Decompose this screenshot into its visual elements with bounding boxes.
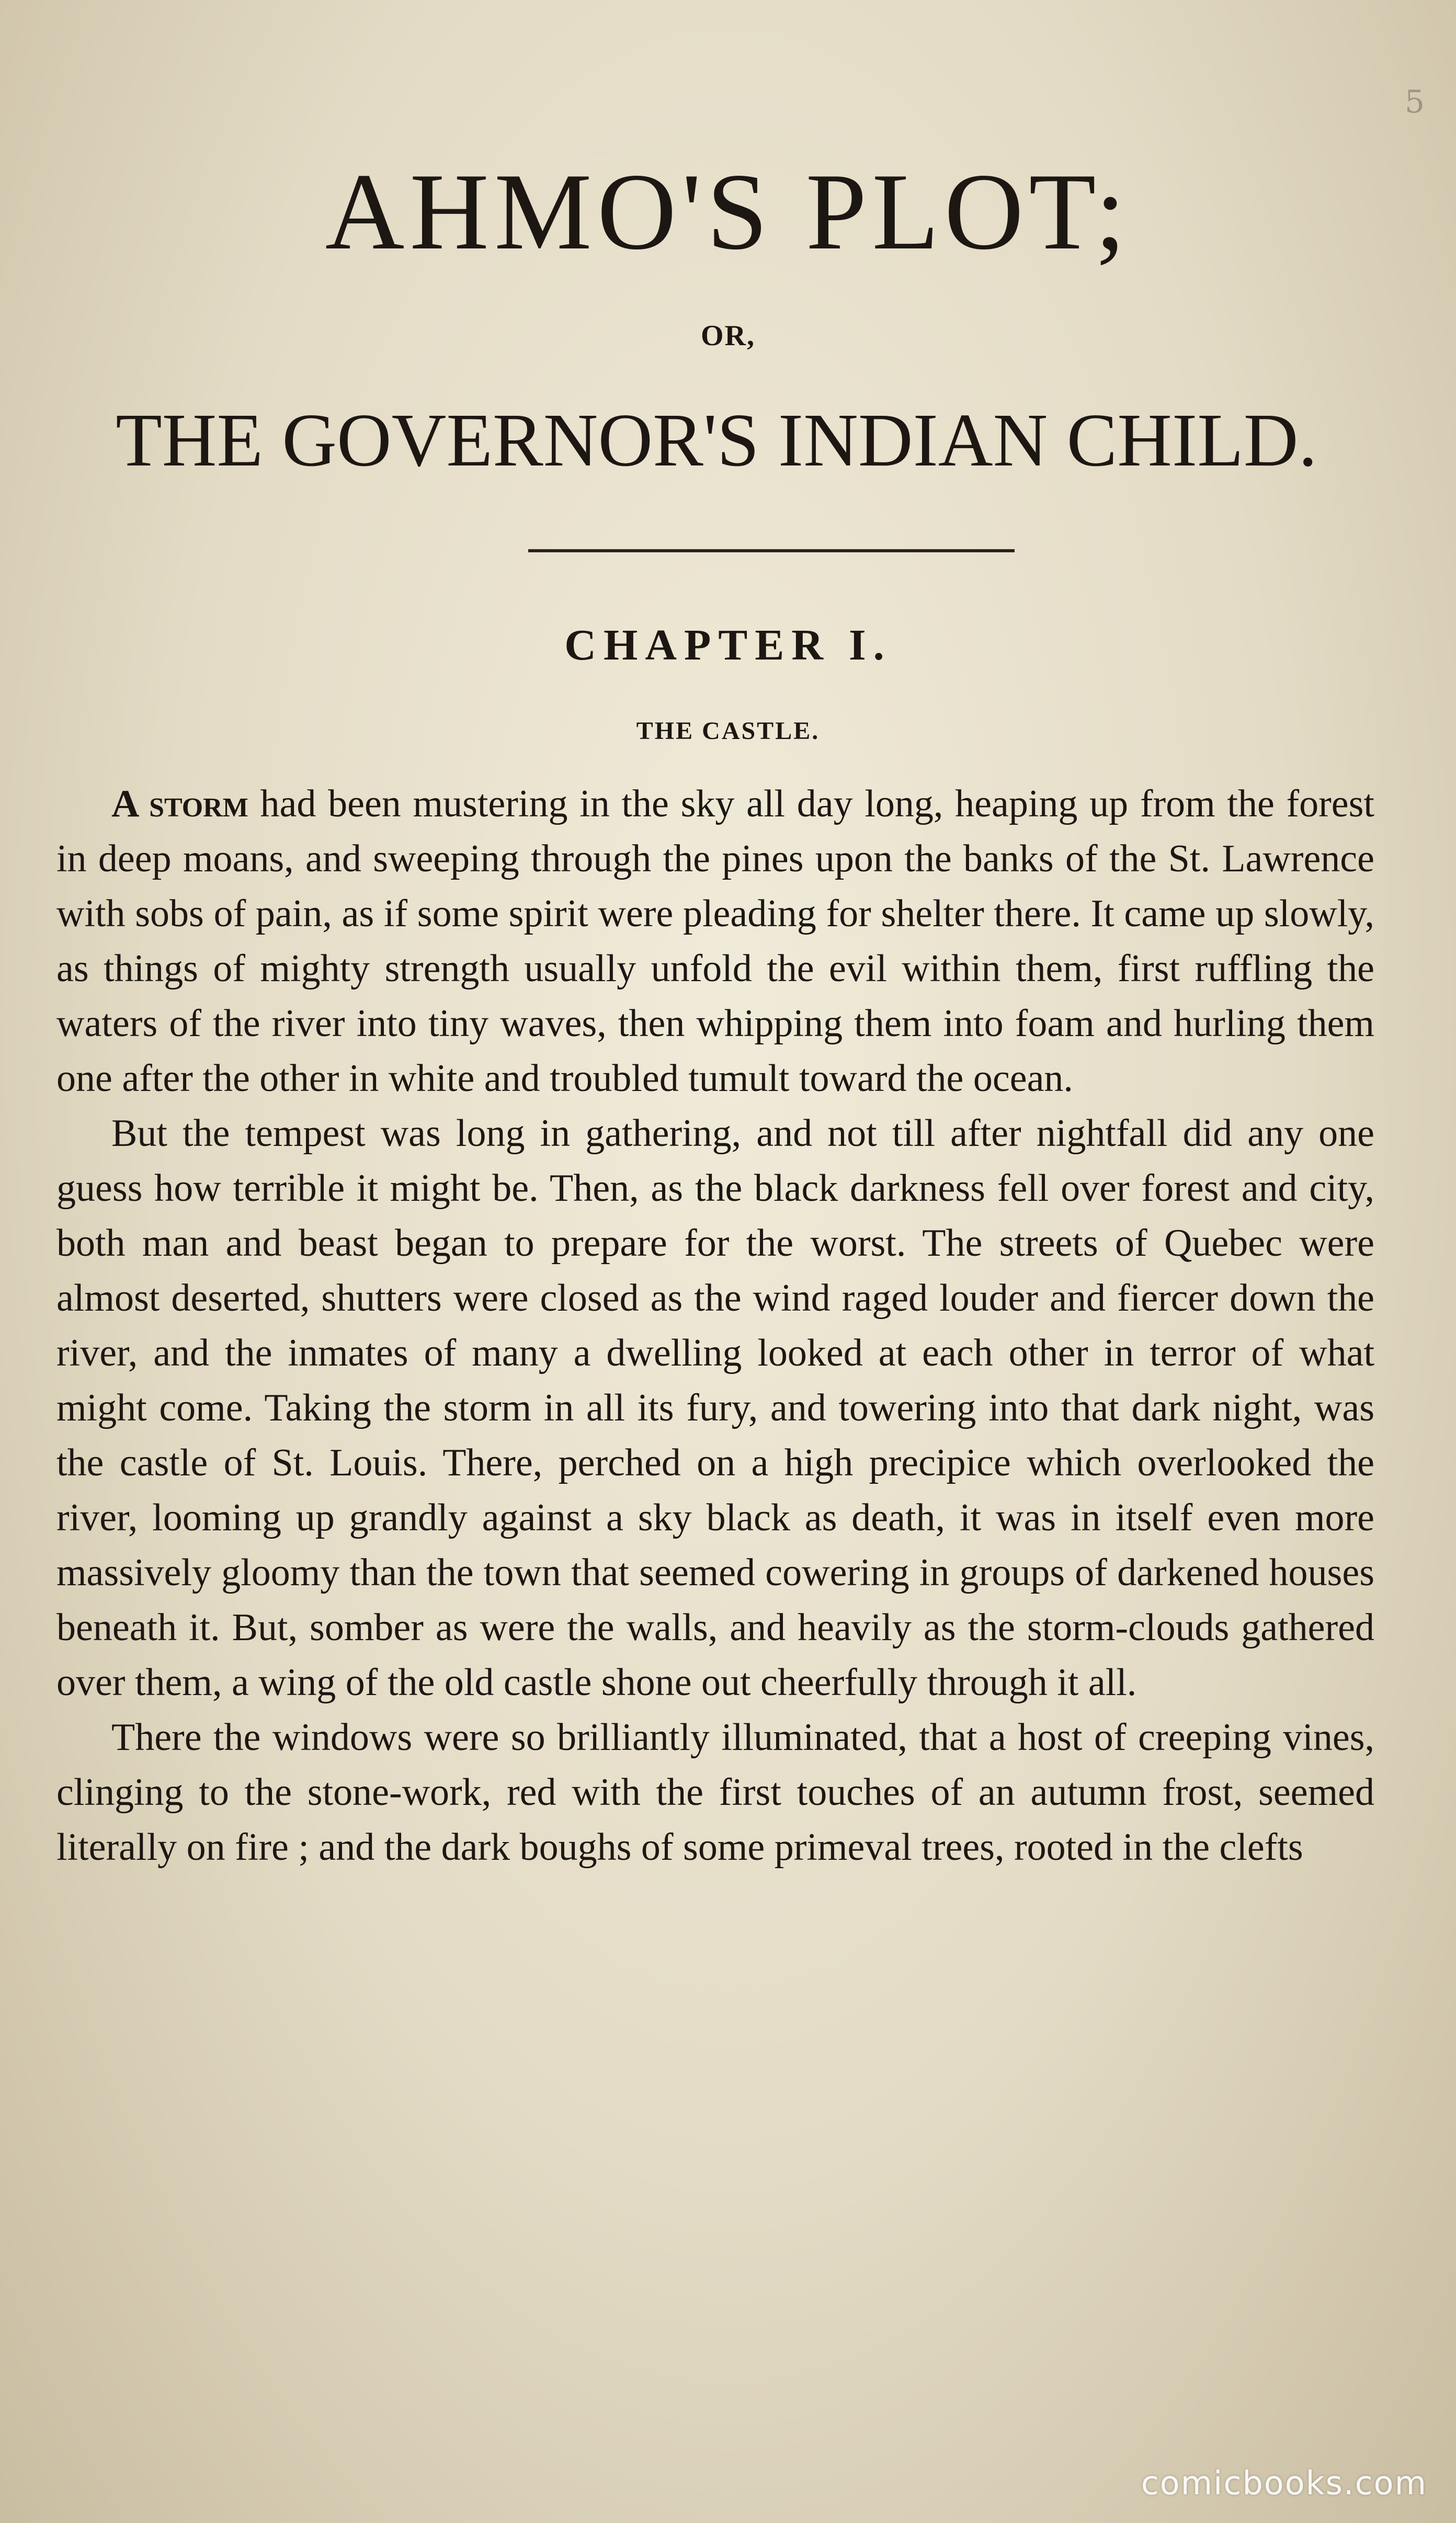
- paragraph-2: But the tempest was long in gathering, and not till after nightfall did any one guess how terrible it might be. Then, as the black darkness fell over forest and city, both man and beast began to prepare for the worst. The streets of Quebec were almost deserted, shutters were closed as the wind raged louder and fiercer down the river, and the inmates of many a dwelling looked at each other in terror of what might come. Taking the storm in all its fury, and towering into that dark night, was the castle of St. Louis. There, perched on a high precipice which overlooked the river, looming up grandly against a sky black as death, it was in itself even more massively gloomy than the town that seemed cowering in groups of darkened houses beneath it. But, somber as were the walls, and heavily as the storm-clouds gathered over them, a wing of the old castle shone out cheerfully through it all.: [56, 1112, 1374, 1704]
- page-number: 5: [1404, 84, 1425, 120]
- chapter-body: [56, 777, 1374, 1875]
- paragraph-1: [56, 777, 1374, 1106]
- title-or: OR,: [701, 320, 755, 352]
- paragraph-1-lead: A storm: [111, 782, 248, 825]
- book-subtitle: THE GOVERNOR'S INDIAN CHILD.: [116, 399, 1317, 482]
- chapter-heading: CHAPTER I.: [564, 621, 892, 669]
- title-divider: [528, 549, 1015, 552]
- paragraph-3: There the windows were so brilliantly illuminated, that a host of creeping vines, clinging to the stone-work, red with the first touches of an autumn frost, seemed literally on fire ; and the dark boughs of some primeval trees, rooted in the clefts: [56, 1716, 1374, 1869]
- chapter-subheading: THE CASTLE.: [636, 717, 820, 745]
- book-title: AHMO'S PLOT;: [325, 151, 1131, 272]
- watermark: comicbooks.com: [1141, 2464, 1427, 2502]
- paragraph-1-text: had been mustering in the sky all day long, heaping up from the forest in deep moans, and sweeping through the pines upon the banks of the St. Lawrence with sobs of pain, as if some spirit were pleading for shelter there. It came up slowly, as things of mighty strength usually unfold the evil within them, first ruffling the waters of the river into tiny waves, then whipping them into foam and hurling them one after the other in white and troubled tumult toward the ocean.: [56, 782, 1374, 1100]
